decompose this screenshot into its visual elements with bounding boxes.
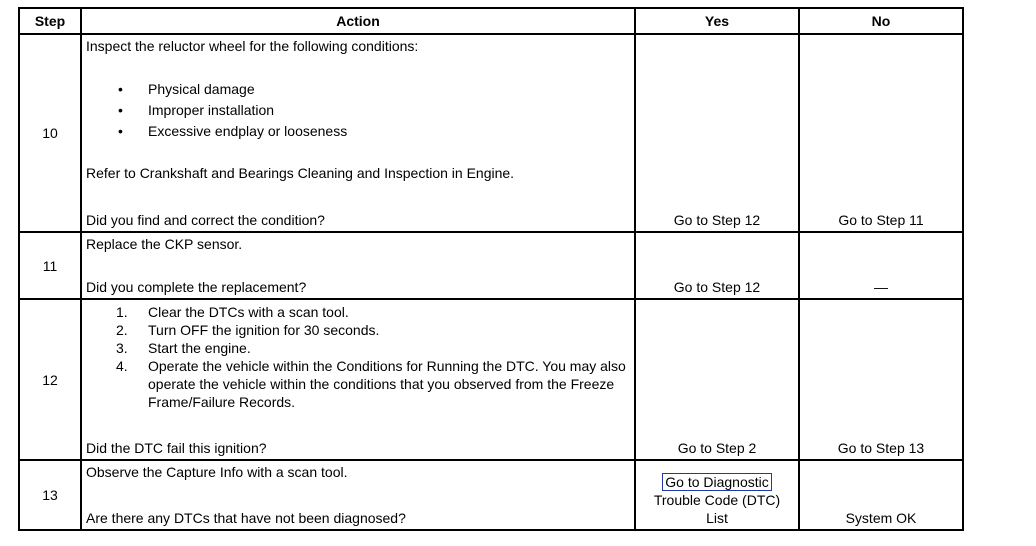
diagnostic-trouble-code-link[interactable]: Go to Diagnostic <box>662 473 772 491</box>
list-item: 4. Operate the vehicle within the Conditions for Running the DTC. You may also operate the vehicle within the conditions that you observed from the Freeze Frame/Failure Records. <box>116 358 626 410</box>
list-item: • Excessive endplay or looseness <box>86 121 630 142</box>
bullet-icon: • <box>118 123 123 139</box>
action-question: Are there any DTCs that have not been diagnosed? <box>86 510 406 526</box>
action-question: Did the DTC fail this ignition? <box>86 440 267 456</box>
no-cell <box>799 232 963 299</box>
action-cell <box>81 232 635 299</box>
yes-cell <box>635 460 799 530</box>
yes-result-line: Trouble Code (DTC) <box>653 492 781 508</box>
step-number: 11 <box>19 232 81 299</box>
action-cell <box>81 299 635 460</box>
action-question: Did you find and correct the condition? <box>86 212 325 228</box>
table-row-step-13 <box>19 460 963 530</box>
header-row <box>19 8 963 34</box>
list-item: 1. Clear the DTCs with a scan tool. <box>116 304 349 320</box>
list-item: • Physical damage <box>86 79 630 100</box>
list-item: 3. Start the engine. <box>116 340 251 356</box>
action-cell <box>81 460 635 530</box>
table-row-step-10 <box>19 34 963 232</box>
action-intro: Observe the Capture Info with a scan tool. <box>86 464 348 480</box>
table-row-step-12 <box>19 299 963 460</box>
no-cell <box>799 34 963 232</box>
header-yes: Yes <box>635 8 799 34</box>
no-cell <box>799 299 963 460</box>
no-cell <box>799 460 963 530</box>
yes-result: Go to Step 12 <box>673 279 761 295</box>
procedure-list <box>86 303 630 411</box>
step-number: 10 <box>19 34 81 232</box>
no-result: — <box>874 279 888 295</box>
diagnostic-table <box>18 7 964 531</box>
list-item: 2. Turn OFF the ignition for 30 seconds. <box>116 322 380 338</box>
yes-cell <box>635 232 799 299</box>
header-no: No <box>799 8 963 34</box>
reference-text: Refer to Crankshaft and Bearings Cleaning and Inspection in Engine. <box>86 165 515 181</box>
yes-cell <box>635 299 799 460</box>
condition-list <box>86 79 630 142</box>
bullet-icon: • <box>118 102 123 118</box>
table-row-step-11 <box>19 232 963 299</box>
no-result: Go to Step 11 <box>838 212 924 228</box>
action-cell <box>81 34 635 232</box>
header-action: Action <box>81 8 635 34</box>
no-result: System OK <box>845 510 917 526</box>
step-number: 13 <box>19 460 81 530</box>
action-intro: Inspect the reluctor wheel for the following conditions: <box>86 38 419 54</box>
action-intro: Replace the CKP sensor. <box>86 236 243 252</box>
no-result: Go to Step 13 <box>837 440 925 456</box>
yes-result-line: List <box>706 510 728 526</box>
yes-result: Go to Step 2 <box>677 440 757 456</box>
bullet-icon: • <box>118 81 123 97</box>
step-number: 12 <box>19 299 81 460</box>
yes-cell <box>635 34 799 232</box>
list-item: • Improper installation <box>86 100 630 121</box>
header-step: Step <box>19 8 81 34</box>
yes-result: Go to Step 12 <box>673 212 761 228</box>
action-question: Did you complete the replacement? <box>86 279 307 295</box>
